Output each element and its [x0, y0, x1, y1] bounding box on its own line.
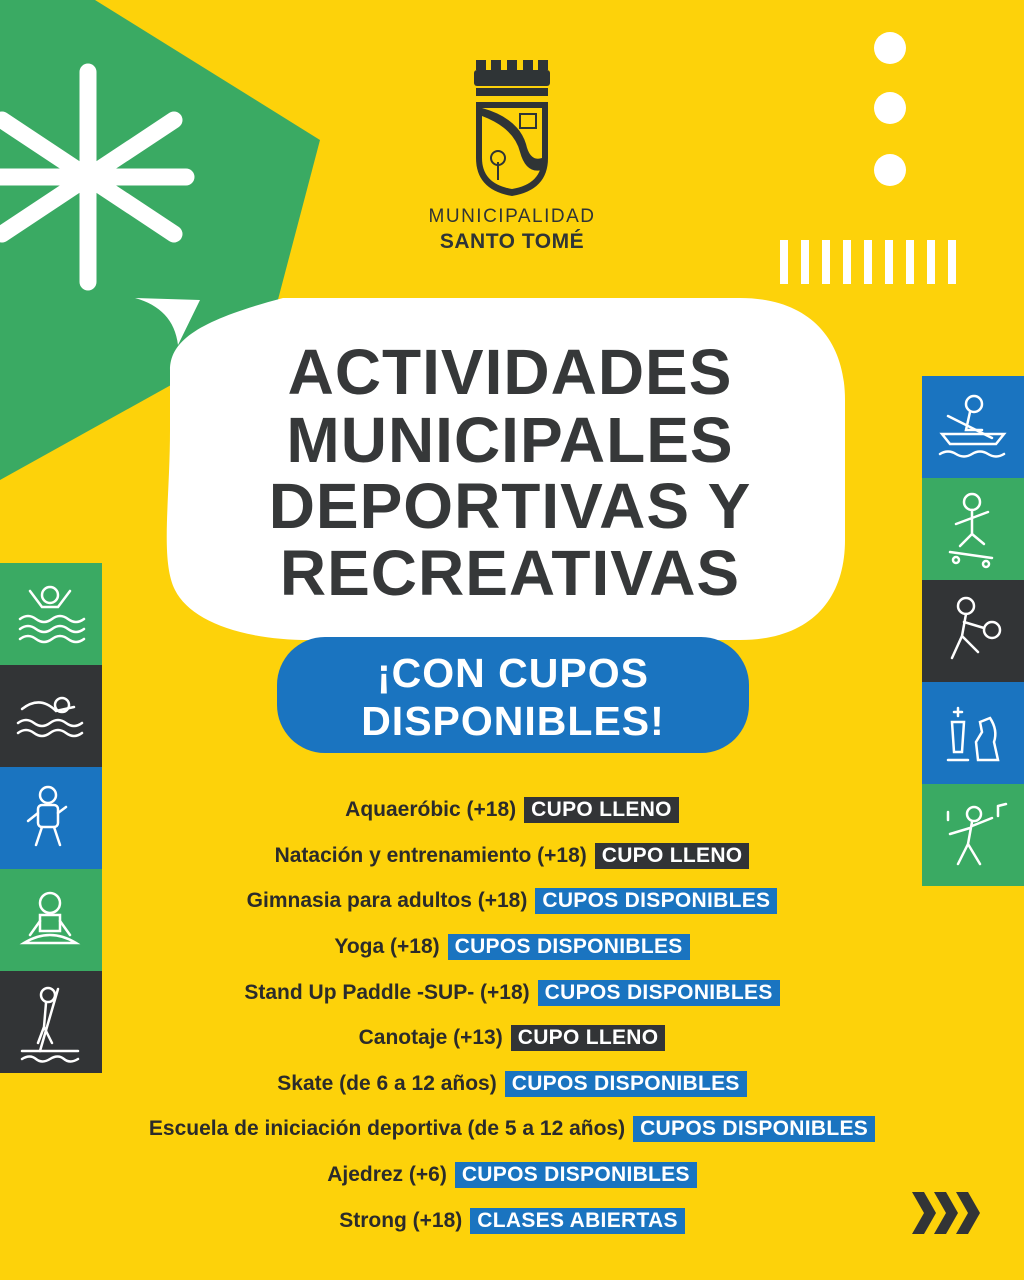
- activity-row: [0, 1207, 1024, 1235]
- status-badge: CUPOS DISPONIBLES: [538, 980, 780, 1006]
- activity-name: Stand Up Paddle -SUP- (+18): [244, 981, 530, 1004]
- canoe-icon: [922, 376, 1024, 478]
- activity-row: [0, 979, 1024, 1007]
- chess-icon: [922, 682, 1024, 784]
- status-badge: CUPO LLENO: [511, 1025, 666, 1051]
- activity-name: Canotaje (+13): [358, 1026, 503, 1049]
- activity-row: [0, 842, 1024, 870]
- tile-skate: [922, 478, 1024, 580]
- tile-paddle: [0, 971, 102, 1073]
- title-line-3: DEPORTIVAS Y: [268, 470, 752, 542]
- yoga-icon: [0, 869, 102, 971]
- status-badge: CUPOS DISPONIBLES: [535, 888, 777, 914]
- activity-row: [0, 1070, 1024, 1098]
- cupos-badge-line-1: ¡CON CUPOS: [377, 650, 649, 696]
- status-badge: CLASES ABIERTAS: [470, 1208, 685, 1234]
- title-line-4: RECREATIVAS: [279, 537, 741, 609]
- title-line-1: ACTIVIDADES: [287, 336, 733, 408]
- activity-name: Aquaeróbic (+18): [345, 798, 517, 821]
- chevrons-right-icon: [906, 1188, 984, 1238]
- status-badge: CUPOS DISPONIBLES: [448, 934, 690, 960]
- activity-name: Escuela de iniciación deportiva (de 5 a 12 años): [148, 1117, 626, 1140]
- tile-aquaerobic: [0, 563, 102, 665]
- activity-name: Ajedrez (+6): [327, 1163, 447, 1186]
- tile-swimming: [0, 665, 102, 767]
- activity-row: [0, 1115, 1024, 1143]
- activity-row: [0, 933, 1024, 961]
- gymnastics-icon: [0, 767, 102, 869]
- tile-sports-kid: [922, 580, 1024, 682]
- tile-dance: [922, 784, 1024, 886]
- activity-name: Gimnasia para adultos (+18): [246, 889, 528, 912]
- status-badge: CUPOS DISPONIBLES: [633, 1116, 875, 1142]
- skate-icon: [922, 478, 1024, 580]
- status-badge: CUPOS DISPONIBLES: [455, 1162, 697, 1188]
- tile-gymnastics: [0, 767, 102, 869]
- activity-row: [0, 887, 1024, 915]
- activity-name: Strong (+18): [339, 1209, 463, 1232]
- paddle-icon: [0, 971, 102, 1073]
- status-badge: CUPO LLENO: [595, 843, 750, 869]
- cupos-badge-line-2: DISPONIBLES!: [361, 698, 665, 744]
- tile-chess: [922, 682, 1024, 784]
- activity-name: Natación y entrenamiento (+18): [274, 844, 587, 867]
- dance-icon: [922, 784, 1024, 886]
- activity-name: Skate (de 6 a 12 años): [277, 1072, 497, 1095]
- tile-canoe: [922, 376, 1024, 478]
- status-badge: CUPOS DISPONIBLES: [505, 1071, 747, 1097]
- activity-row: [0, 1024, 1024, 1052]
- title-line-2: MUNICIPALES: [286, 404, 734, 476]
- activity-row: [0, 796, 1024, 824]
- organization-name-top: MUNICIPALIDAD: [428, 206, 596, 227]
- status-badge: CUPO LLENO: [524, 797, 679, 823]
- activity-row: [0, 1161, 1024, 1189]
- swimming-icon: [0, 665, 102, 767]
- organization-name-bottom: SANTO TOMÉ: [439, 230, 585, 253]
- aquaerobic-icon: [0, 563, 102, 665]
- sports-kid-icon: [922, 580, 1024, 682]
- tile-yoga: [0, 869, 102, 971]
- activity-name: Yoga (+18): [334, 935, 440, 958]
